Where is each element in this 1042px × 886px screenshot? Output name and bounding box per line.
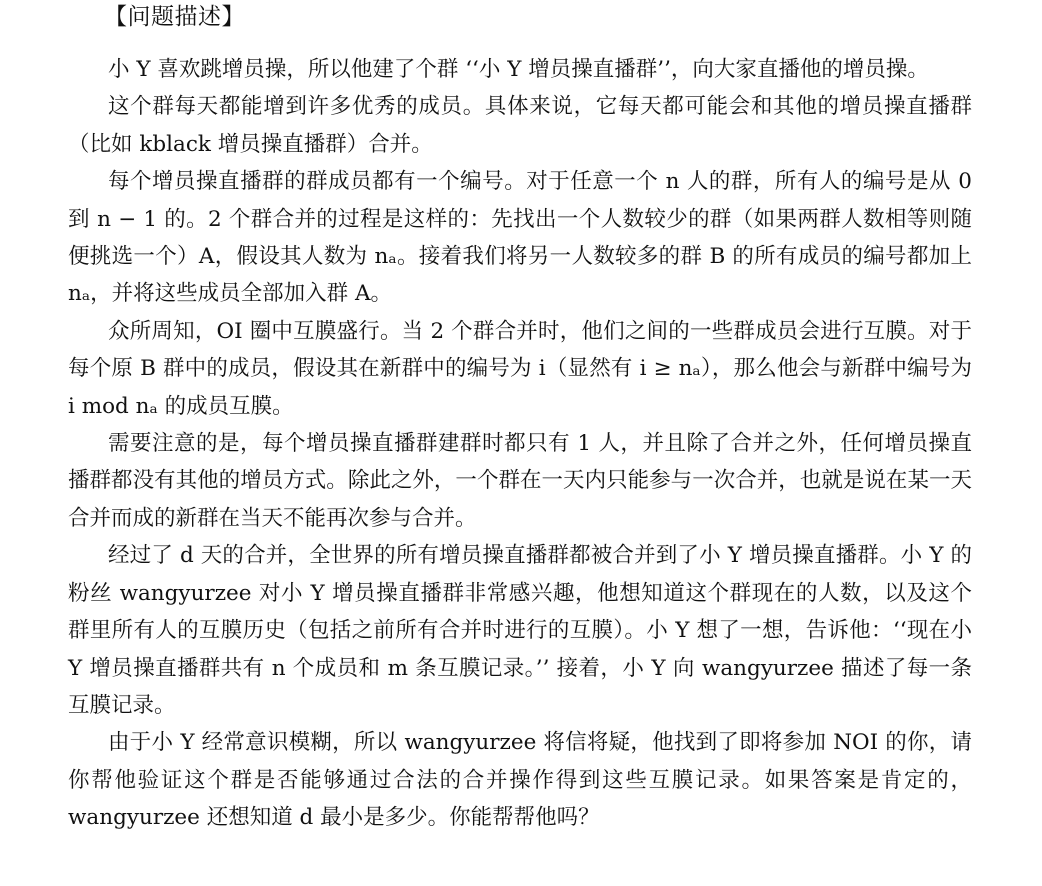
paragraph-3: 每个增员操直播群的群成员都有一个编号。对于任意一个 n 人的群，所有人的编号是从 0 到 n − 1 的。2 个群合并的过程是这样的：先找出一个人数较少的群（如果两群人数相等则随便挑选一个）A，假设其人数为 nₐ。接着我们将另一人数较多的群 B 的所有成员的编号都加上 nₐ，并将这些成员全部加入群 A。 — [68, 169, 972, 307]
paragraph-2: 这个群每天都能增到许多优秀的成员。具体来说，它每天都可能会和其他的增员操直播群（比如 kblack 增员操直播群）合并。 — [68, 94, 972, 157]
paragraph-7: 由于小 Y 经常意识模糊，所以 wangyurzee 将信将疑，他找到了即将参加 NOI 的你，请你帮他验证这个群是否能够通过合法的合并操作得到这些互膜记录。如果答案是肯定的，wangyurzee 还想知道 d 最小是多少。你能帮帮他吗？ — [68, 730, 972, 831]
paragraph-4: 众所周知，OI 圈中互膜盛行。当 2 个群合并时，他们之间的一些群成员会进行互膜。对于每个原 B 群中的成员，假设其在新群中的编号为 i（显然有 i ≥ nₐ），那么他会与新群中编号为 i mod nₐ 的成员互膜。 — [68, 318, 972, 419]
paragraph-5: 需要注意的是，每个增员操直播群建群时都只有 1 人，并且除了合并之外，任何增员操直播群都没有其他的增员方式。除此之外，一个群在一天内只能参与一次合并，也就是说在某一天合并而成的新群在当天不能再次参与合并。 — [68, 431, 972, 531]
section-title: 【问题描述】 — [104, 4, 245, 30]
paragraph-1: 小 Y 喜欢跳增员操，所以他建了个群 ‘‘小 Y 增员操直播群’’，向大家直播他的增员操。 — [108, 57, 929, 82]
paragraph-6: 经过了 d 天的合并，全世界的所有增员操直播群都被合并到了小 Y 增员操直播群。小 Y 的粉丝 wangyurzee 对小 Y 增员操直播群非常感兴趣，他想知道这个群现在的人数，以及这个群里所有人的互膜历史（包括之前所有合并时进行的互膜）。小 Y 想了一想，告诉他：‘‘现在小 Y 增员操直播群共有 n 个成员和 m 条互膜记录。’’ 接着，小 Y 向 wangyurzee 描述了每一条互膜记录。 — [68, 543, 972, 718]
problem-description — [68, 51, 972, 837]
